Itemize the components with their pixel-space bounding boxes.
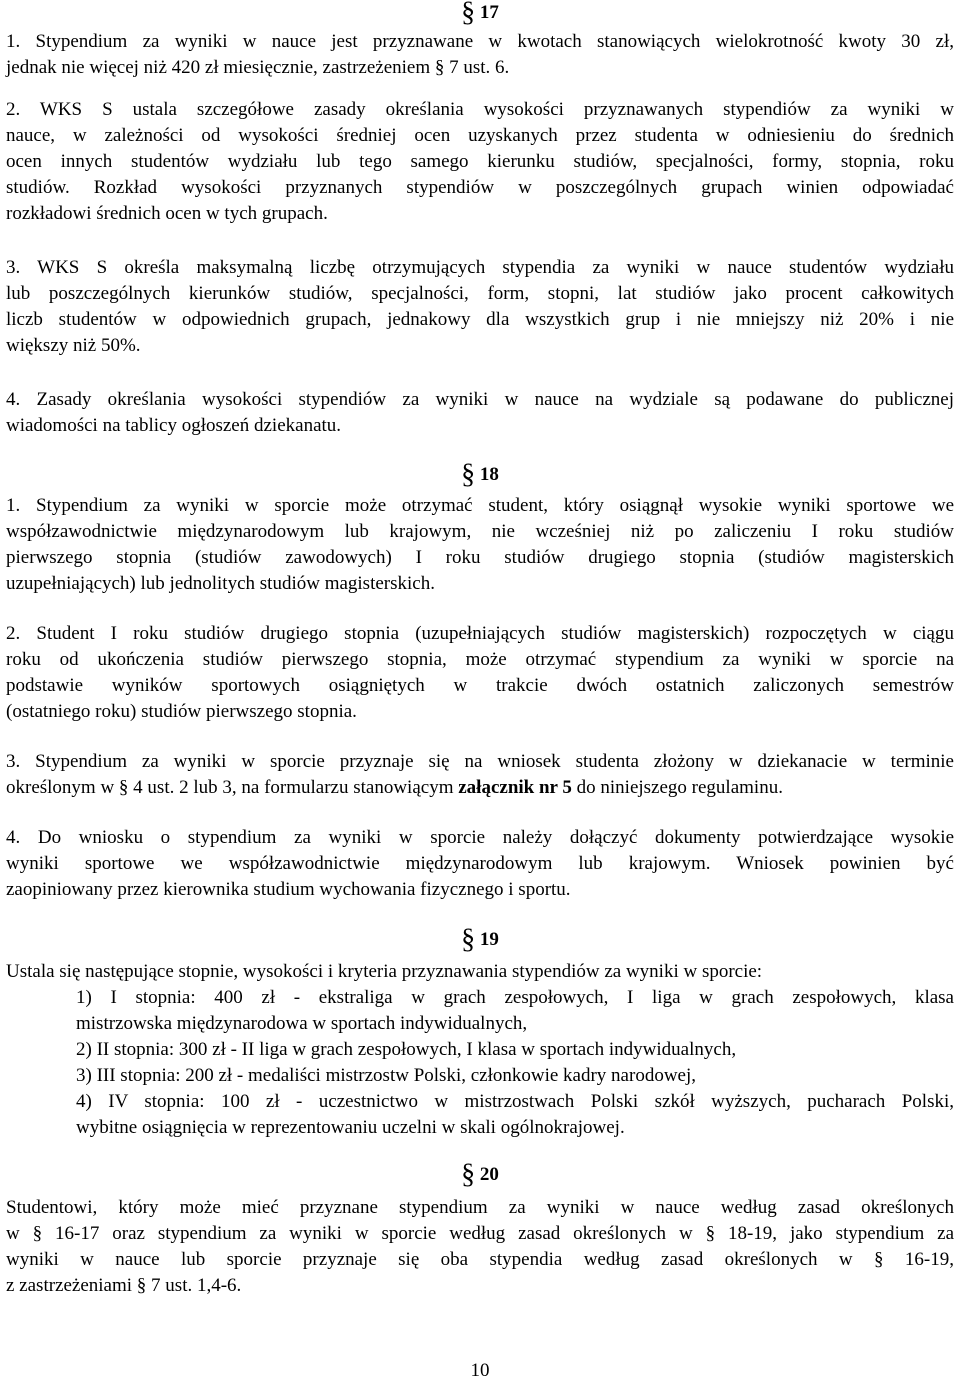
section-sign: §: [461, 1159, 476, 1190]
list-item-line: 2) II stopnia: 300 zł - II liga w grach zespołowych, I klasa w sportach indywidualnych,: [76, 1039, 737, 1060]
text-line: rozkładowi średnich ocen w tych grupach.: [6, 203, 328, 224]
text-line: Studentowi, który może mieć przyznane stypendium za wyniki w nauce według zasad określonych: [6, 1197, 954, 1218]
text-line-start: określonym w § 4 ust. 2 lub 3, na formularzu stanowiącym: [6, 777, 459, 798]
text-line: nauce, w zależności od wysokości średniej ocen uzyskanych przez studenta w odniesieniu do średnich: [6, 125, 954, 146]
text-line: w § 16-17 oraz stypendium za wyniki w sporcie według zasad określonych w § 18-19, jako stypendium za: [6, 1223, 954, 1244]
page-number: 10: [470, 1360, 490, 1381]
list-item-line: mistrzowska międzynarodowa w sportach indywidualnych,: [76, 1013, 528, 1034]
section-sign: §: [461, 459, 476, 490]
text-line: jednak nie więcej niż 420 zł miesięcznie, zastrzeżeniem § 7 ust. 6.: [6, 57, 510, 78]
section-number: 18: [479, 464, 499, 485]
list-item-line: wybitne osiągnięcia w reprezentowaniu uczelni w skali ogólnokrajowej.: [76, 1117, 625, 1138]
section-number: 17: [479, 2, 499, 23]
text-line: 4. Zasady określania wysokości stypendiów za wyniki w nauce na wydziale są podawane do publicznej: [6, 389, 954, 410]
text-line: z zastrzeżeniami § 7 ust. 1,4-6.: [6, 1275, 242, 1296]
attachment-reference: załącznik nr 5: [458, 777, 572, 798]
document-page: [6, 0, 954, 1384]
text-line: 2. Student I roku studiów drugiego stopnia (uzupełniających studiów magisterskich) rozpoczętych w ciągu: [6, 623, 954, 644]
text-line: 3. Stypendium za wyniki w sporcie przyznaje się na wniosek studenta złożony w dziekanacie w terminie: [6, 751, 954, 772]
section-sign: §: [461, 924, 476, 955]
section-sign: §: [461, 0, 476, 28]
section-number: 20: [479, 1164, 499, 1185]
text-line: współzawodnictwie międzynarodowym lub krajowym, nie wcześniej niż po zaliczeniu I roku studiów: [6, 521, 954, 542]
text-line: liczb studentów w odpowiednich grupach, jednakowy dla wszystkich grup i nie mniejszy niż 20% i nie: [6, 309, 954, 330]
section-heading-20: [6, 1159, 954, 1190]
text-line: [6, 775, 954, 801]
text-line: (ostatniego roku) studiów pierwszego stopnia.: [6, 701, 357, 722]
section-heading-19: [6, 924, 954, 955]
list-item-line: 3) III stopnia: 200 zł - medaliści mistrzostw Polski, członkowie kadry narodowej,: [76, 1065, 697, 1086]
text-line: 2. WKS S ustala szczegółowe zasady określania wysokości przyznawanych stypendiów za wyniki w: [6, 99, 954, 120]
section-heading-18: [6, 459, 954, 490]
text-line: studiów. Rozkład wysokości przyznanych stypendiów w poszczególnych grupach winien odpowiadać: [6, 177, 954, 198]
text-line: wiadomości na tablicy ogłoszeń dziekanatu.: [6, 415, 342, 436]
text-line: lub poszczególnych kierunków studiów, specjalności, form, stopni, lat studiów jako procent całkowitych: [6, 283, 954, 304]
text-line: wyniki w nauce lub sporcie przyznaje się oba stypendia według zasad określonych w § 16-19,: [6, 1249, 954, 1270]
text-line: większy niż 50%.: [6, 335, 141, 356]
section-heading-17: [6, 0, 954, 26]
list-item-line: 1) I stopnia: 400 zł - ekstraliga w grach zespołowych, I liga w grach zespołowych, klasa: [76, 987, 954, 1008]
text-line-end: do niniejszego regulaminu.: [571, 777, 783, 798]
text-line: 1. Stypendium za wyniki w nauce jest przyznawane w kwotach stanowiących wielokrotność kwoty 30 zł,: [6, 31, 954, 52]
text-line: roku od ukończenia studiów pierwszego stopnia, może otrzymać stypendium za wyniki w sporcie na: [6, 649, 954, 670]
text-line: wyniki sportowe we współzawodnictwie międzynarodowym lub krajowym. Wniosek powinien być: [6, 853, 954, 874]
text-line: zaopiniowany przez kierownika studium wychowania fizycznego i sportu.: [6, 879, 571, 900]
list-item-line: 4) IV stopnia: 100 zł - uczestnictwo w mistrzostwach Polski szkół wyższych, pucharach Polski,: [76, 1091, 954, 1112]
section-number: 19: [479, 929, 499, 950]
text-line: 3. WKS S określa maksymalną liczbę otrzymujących stypendia za wyniki w nauce studentów wydziału: [6, 257, 954, 278]
text-line: podstawie wyników sportowych osiągniętych w trakcie dwóch ostatnich zaliczonych semestrów: [6, 675, 954, 696]
text-line: 4. Do wniosku o stypendium za wyniki w sporcie należy dołączyć dokumenty potwierdzające wysokie: [6, 827, 954, 848]
text-line: pierwszego stopnia (studiów zawodowych) I roku studiów drugiego stopnia (studiów magisterskich: [6, 547, 954, 568]
text-line: Ustala się następujące stopnie, wysokości i kryteria przyznawania stypendiów za wyniki w sporcie:: [6, 961, 763, 982]
text-line: ocen innych studentów wydziału lub tego samego kierunku studiów, specjalności, formy, stopnia, roku: [6, 151, 954, 172]
text-line: 1. Stypendium za wyniki w sporcie może otrzymać student, który osiągnął wysokie wyniki sportowe we: [6, 495, 954, 516]
text-line: uzupełniających) lub jednolitych studiów magisterskich.: [6, 573, 435, 594]
